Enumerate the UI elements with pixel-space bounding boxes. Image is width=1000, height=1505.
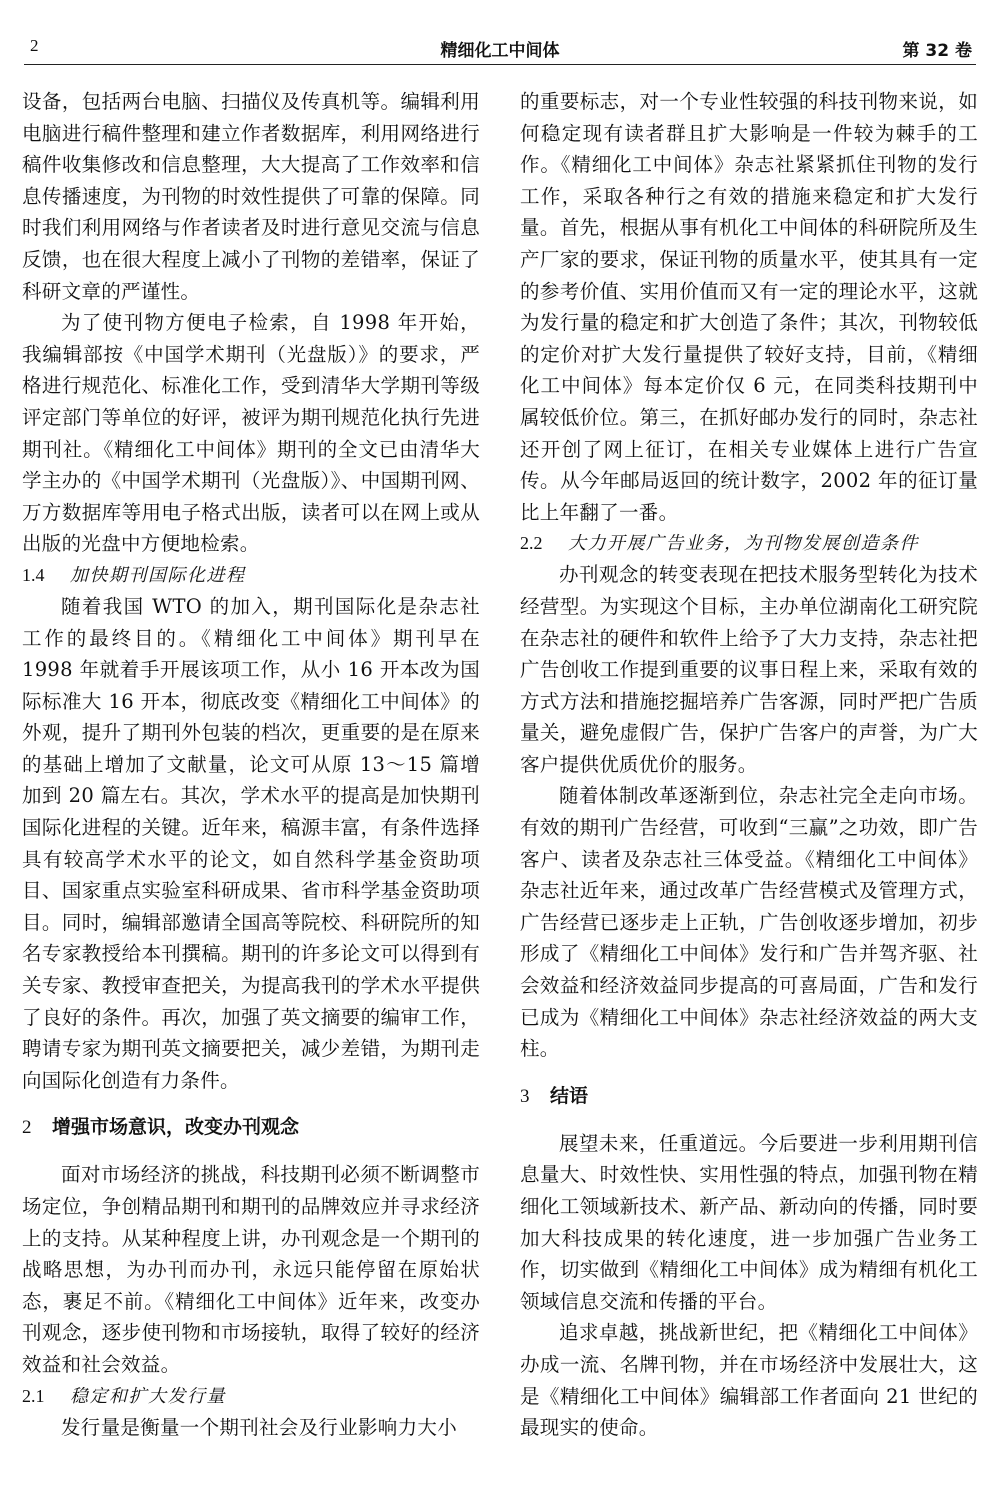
volume-label: 第 32 卷 <box>902 41 972 61</box>
paragraph: 面对市场经济的挑战，科技期刊必须不断调整市场定位，争创精品期刊和期刊的品牌效应并寻求经济上的支持。从某种程度上讲，办刊观念是一个期刊的战略思想，为办刊而办刊，永远只能停留在原始状态，裹足不前。《精细化工中间体》近年来，改变办刊观念，逐步使刊物和市场接轨，取得了较好的经济效益和社会效益。 <box>22 1163 480 1376</box>
section-heading-2-1 <box>22 1381 480 1412</box>
section-heading-2 <box>22 1112 480 1143</box>
section-title: 大力开展广告业务，为刊物发展创造条件 <box>568 533 919 555</box>
right-column <box>520 86 978 1444</box>
section-number: 1.4 <box>22 564 45 585</box>
running-header <box>24 30 976 65</box>
paragraph: 随着我国 WTO 的加入，期刊国际化是杂志社工作的最终目的。《精细化工中间体》期刊早在 1998 年就着手开展该项工作，从小 16 开本改为国际标准大 16 开本，彻底改变《精细化工中间体》的外观，提升了期刊外包装的档次，更重要的是在原来的基础上增加了文献量，论文可从原 13～15 篇增加到 20 篇左右。其次，学术水平的提高是加快期刊国际化进程的关键。近年来，稿源丰富，有条件选择具有较高学术水平的论文，如自然科学基金资助项目、国家重点实验室科研成果、省市科学基金资助项目。同时，编辑部邀请全国高等院校、科研院所的知名专家教授给本刊撰稿。期刊的许多论文可以得到有关专家、教授审查把关，为提高我刊的学术水平提供了良好的条件。再次，加强了英文摘要的编审工作，聘请专家为期刊英文摘要把关，减少差错，为期刊走向国际化创造有力条件。 <box>22 594 480 1092</box>
section-number: 2.2 <box>520 533 543 554</box>
section-title: 加快期刊国际化进程 <box>70 564 246 586</box>
paragraph: 设备，包括两台电脑、扫描仪及传真机等。编辑利用电脑进行稿件整理和建立作者数据库，利用网络进行稿件收集修改和信息整理，大大提高了工作效率和信息传播速度，为刊物的时效性提供了可靠的保障。同时我们利用网络与作者读者及时进行意见交流与信息反馈，也在很大程度上减小了刊物的差错率，保证了科研文章的严谨性。 <box>22 90 480 303</box>
section-number: 3 <box>520 1085 530 1107</box>
section-number: 2.1 <box>22 1385 45 1406</box>
paragraph: 发行量是衡量一个期刊社会及行业影响力大小 <box>61 1415 458 1439</box>
paragraph: 随着体制改革逐渐到位，杂志社完全走向市场。有效的期刊广告经营，可收到“三赢”之功效，即广告客户、读者及杂志社三体受益。《精细化工中间体》杂志社近年来，通过改革广告经营模式及管理方式，广告经营已逐步走上正轨，广告创收逐步增加，初步形成了《精细化工中间体》发行和广告并驾齐驱、社会效益和经济效益同步提高的可喜局面，广告和发行已成为《精细化工中间体》杂志社经济效益的两大支柱。 <box>520 784 978 1061</box>
paragraph: 为了使刊物方便电子检索，自 1998 年开始，我编辑部按《中国学术期刊（光盘版）》的要求，严格进行规范化、标准化工作，受到清华大学期刊等级评定部门等单位的好评，被评为期刊规范化执行先进期刊社。《精细化工中间体》期刊的全文已由清华大学主办的《中国学术期刊（光盘版）》、中国期刊网、万方数据库等用电子格式出版，读者可以在网上或从出版的光盘中方便地检索。 <box>22 311 480 556</box>
journal-title: 精细化工中间体 <box>440 41 560 61</box>
section-title: 增强市场意识，改变办刊观念 <box>52 1116 300 1139</box>
paragraph: 的重要标志，对一个专业性较强的科技刊物来说，如何稳定现有读者群且扩大影响是一件较为棘手的工作。《精细化工中间体》杂志社紧紧抓住刊物的发行工作，采取各种行之有效的措施来稳定和扩大发行量。首先，根据从事有机化工中间体的科研院所及生产厂家的要求，保证刊物的质量水平，使其具有一定的参考价值、实用价值而又有一定的理论水平，这就为发行量的稳定和扩大创造了条件；其次，刊物较低的定价对扩大发行量提供了较好支持，目前，《精细化工中间体》每本定价仅 6 元，在同类科技期刊中属较低价位。第三，在抓好邮办发行的同时，杂志社还开创了网上征订，在相关专业媒体上进行广告宣传。从今年邮局返回的统计数字，2002 年的征订量比上年翻了一番。 <box>520 90 978 524</box>
paragraph: 追求卓越，挑战新世纪，把《精细化工中间体》办成一流、名牌刊物，并在市场经济中发展壮大，这是《精细化工中间体》编辑部工作者面向 21 世纪的最现实的使命。 <box>520 1321 978 1440</box>
page-number: 2 <box>30 36 39 55</box>
paragraph: 展望未来，任重道远。今后要进一步利用期刊信息量大、时效性快、实用性强的特点，加强刊物在精细化工领域新技术、新产品、新动向的传播，同时要加大科技成果的转化速度，进一步加强广告业务工作，切实做到《精细化工中间体》成为精细有机化工领域信息交流和传播的平台。 <box>520 1131 978 1313</box>
section-heading-3 <box>520 1081 978 1112</box>
section-number: 2 <box>22 1117 32 1139</box>
paragraph: 办刊观念的转变表现在把技术服务型转化为技术经营型。为实现这个目标，主办单位湖南化工研究院在杂志社的硬件和软件上给予了大力支持，杂志社把广告创收工作提到重要的议事日程上来，采取有效的方式方法和措施挖掘培养广告客源，同时严把广告质量关，避免虚假广告，保护广告客户的声誉，为广大客户提供优质优价的服务。 <box>520 563 978 776</box>
section-heading-1-4 <box>22 560 480 591</box>
section-heading-2-2 <box>520 528 978 559</box>
section-title: 稳定和扩大发行量 <box>70 1385 226 1407</box>
left-column <box>22 86 480 1443</box>
section-title: 结语 <box>550 1084 589 1107</box>
